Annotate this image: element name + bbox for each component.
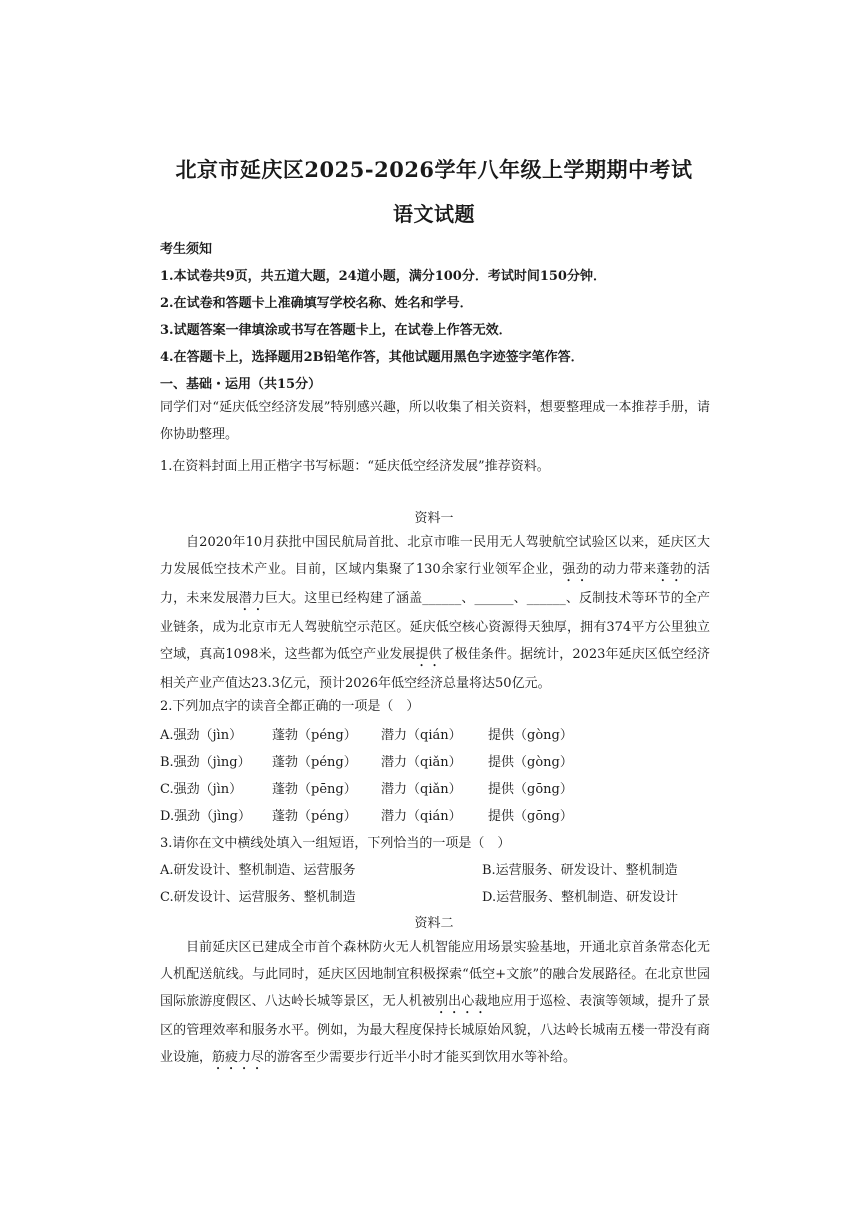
dotted-word: 筋疲力尽 (212, 1050, 265, 1065)
notice-item-1: 1.本试卷共9页，共五道大题，24道小题，满分100分．考试时间150分钟． (160, 269, 606, 284)
dotted-word: 潜力 (238, 591, 265, 606)
section-intro: 同学们对“延庆低空经济发展”特别感兴趣，所以收集了相关资料，想要整理成一本推荐手册，请你协助整理。 (160, 400, 710, 442)
exam-subtitle: 语文试题 (393, 202, 475, 226)
q2-option-c-1: C.强劲（jìn） (160, 782, 243, 797)
question-3-stem: 3.请你在文中横线处填入一组短语，下列恰当的一项是（ ） (160, 836, 511, 851)
dotted-word: 提供 (415, 647, 442, 662)
dotted-word: 蓬勃 (656, 562, 684, 577)
notice-item-4: 4.在答题卡上，选择题用2B铅笔作答，其他试题用黑色字迹签字笔作答． (160, 350, 584, 365)
section-heading: 一、基础・运用（共15分） (160, 377, 322, 392)
q2-option-a-4: 提供（gòng） (488, 728, 573, 743)
material-1-text: 自2020年10月获批中国民航局首批、北京市唯一民用无人驾驶航空试验区以来，延庆区大力发展低空技术产业。目前，区域内集聚了130余家行业领军企业，强劲的动力带来蓬勃的活力，未来发展潜力巨大。这里已经构建了涵盖______、______、______、反制技术等环节的全产业链条，成为北京市无人驾驶航空示范区。延庆低空核心资源得天独厚，拥有374平方公里独立空域，真高1098米，这些都为低空产业发展提供了极佳条件。据统计，2023年延庆区低空经济相关产业产值达23.3亿元，预计2026年低空经济总量将达50亿元。 (160, 535, 710, 691)
material-2-text: 目前延庆区已建成全市首个森林防火无人机智能应用场景实验基地，开通北京首条常态化无人机配送航线。与此同时，延庆区因地制宜积极探索“低空+文旅”的融合发展路径。在北京世园国际旅游度假区、八达岭长城等景区，无人机被别出心裁地应用于巡检、表演等领域，提升了景区的管理效率和服务水平。例如，为最大程度保持长城原始风貌，八达岭长城南五楼一带没有商业设施，筋疲力尽的游客至少需要步行近半小时才能买到饮用水等补给。 (160, 940, 710, 1065)
material-1-label: 资料一 (414, 511, 454, 526)
question-1: 1.在资料封面上用正楷字书写标题：“延庆低空经济发展”推荐资料。 (160, 459, 550, 474)
q2-option-c-2: 蓬勃（pēng） (272, 782, 357, 797)
exam-title: 北京市延庆区2025-2026学年八年级上学期期中考试 (175, 157, 693, 182)
material-2-label: 资料二 (414, 916, 454, 931)
q2-option-a-3: 潜力（qián） (381, 728, 462, 743)
q2-option-d-2: 蓬勃（péng） (272, 809, 357, 824)
q2-option-b-3: 潜力（qiǎn） (381, 755, 462, 770)
question-2-stem: 2.下列加点字的读音全都正确的一项是（ ） (160, 699, 420, 714)
q2-option-d-3: 潜力（qián） (381, 809, 462, 824)
q2-option-c-4: 提供（gōng） (488, 782, 573, 797)
q2-option-d-4: 提供（gōng） (488, 809, 573, 824)
q2-option-a-1: A.强劲（jìn） (160, 728, 243, 743)
q3-option-c: C.研发设计、运营服务、整机制造 (160, 890, 356, 905)
q3-option-d: D.运营服务、整机制造、研发设计 (482, 890, 679, 905)
notice-item-3: 3.试题答案一律填涂或书写在答题卡上，在试卷上作答无效． (160, 323, 512, 338)
q2-option-b-4: 提供（gòng） (488, 755, 573, 770)
q3-option-a: A.研发设计、整机制造、运营服务 (160, 863, 356, 878)
q2-option-c-3: 潜力（qiǎn） (381, 782, 462, 797)
notice-item-2: 2.在试卷和答题卡上准确填写学校名称、姓名和学号． (160, 296, 473, 311)
q2-option-b-1: B.强劲（jìng） (160, 755, 251, 770)
q3-option-b: B.运营服务、研发设计、整机制造 (482, 863, 678, 878)
q2-option-a-2: 蓬勃（péng） (272, 728, 357, 743)
dotted-word: 强劲 (562, 562, 590, 577)
notice-heading: 考生须知 (160, 242, 213, 257)
q2-option-b-2: 蓬勃（péng） (272, 755, 357, 770)
q2-option-d-1: D.强劲（jìng） (160, 809, 251, 824)
dotted-word: 别出心裁 (435, 994, 488, 1009)
